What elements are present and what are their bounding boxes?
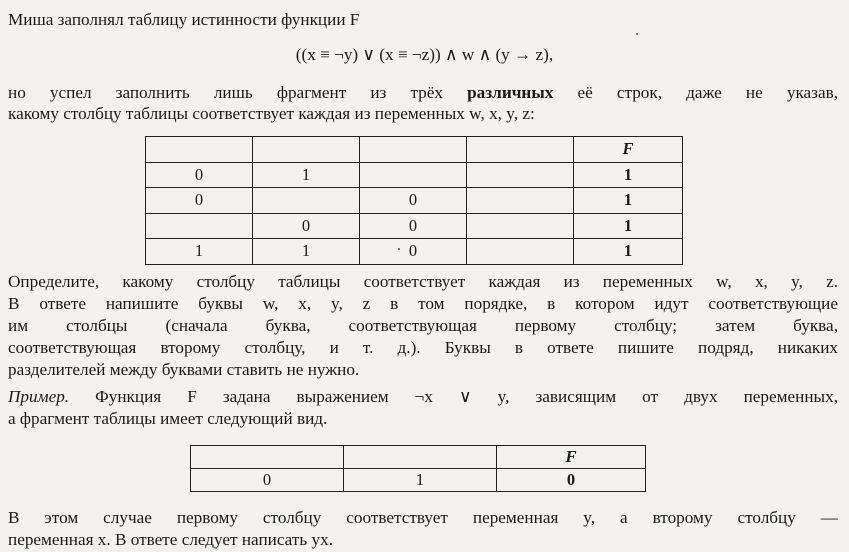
closing-line-1: В этом случае первому столбцу соответствует переменная y, а второму столбцу — xyxy=(8,508,838,527)
table-cell: 1 xyxy=(344,469,497,492)
table-cell: 1 xyxy=(253,239,360,265)
table-header-row xyxy=(191,446,646,469)
table-cell: 0 xyxy=(146,188,253,214)
example-line-2: а фрагмент таблицы имеет следующий вид. xyxy=(8,409,328,428)
table-cell-f: 1 xyxy=(574,188,683,214)
header-cell-f: F xyxy=(497,446,646,469)
table-cell xyxy=(146,213,253,239)
task-line-4: соответствующая второму столбцу, и т. д.). Буквы в ответе пишите подряд, никаких xyxy=(8,338,838,357)
table-cell-f: 1 xyxy=(574,162,683,188)
table-row xyxy=(146,239,683,265)
header-cell xyxy=(146,137,253,163)
table-cell xyxy=(467,188,574,214)
intro-line-1: Миша заполнял таблицу истинности функции F xyxy=(8,10,360,29)
print-speck xyxy=(398,248,400,250)
table-cell-f: 0 xyxy=(497,469,646,492)
header-cell xyxy=(253,137,360,163)
table-cell: 0 xyxy=(360,213,467,239)
header-cell xyxy=(467,137,574,163)
table-cell xyxy=(467,213,574,239)
header-cell xyxy=(360,137,467,163)
intro-line-2-start: но успел заполнить лишь фрагмент из трёх xyxy=(8,83,468,102)
table-row xyxy=(146,162,683,188)
example-line-1 xyxy=(8,386,838,407)
table-cell-f: 1 xyxy=(574,239,683,265)
header-cell xyxy=(344,446,497,469)
header-cell xyxy=(191,446,344,469)
truth-table xyxy=(145,136,683,265)
example-text: Функция F задана выражением ¬x ∨ y, зависящим от двух переменных, xyxy=(69,387,838,406)
table-cell xyxy=(360,162,467,188)
example-table xyxy=(190,445,646,492)
table-cell: 0 xyxy=(360,188,467,214)
table-cell: 1 xyxy=(146,239,253,265)
task-line-3: им столбцы (сначала буква, соответствующая первому столбцу; затем буква, xyxy=(8,316,838,335)
header-cell-f: F xyxy=(574,137,683,163)
example-label: Пример. xyxy=(8,387,70,406)
table-cell xyxy=(467,239,574,265)
print-speck xyxy=(636,33,638,35)
table-row xyxy=(146,213,683,239)
task-line-5: разделителей между буквами ставить не нужно. xyxy=(8,360,360,379)
table-cell-f: 1 xyxy=(574,213,683,239)
table-cell: 0 xyxy=(146,162,253,188)
table-cell: 1 xyxy=(253,162,360,188)
table-row xyxy=(146,188,683,214)
emphasis-different: различных xyxy=(467,83,554,102)
table-cell: 0 xyxy=(191,469,344,492)
intro-line-2 xyxy=(8,82,838,103)
table-row xyxy=(191,469,646,492)
table-cell: 0 xyxy=(253,213,360,239)
table-cell xyxy=(467,162,574,188)
table-cell xyxy=(253,188,360,214)
intro-line-3: какому столбцу таблицы соответствует каждая из переменных w, x, y, z: xyxy=(8,104,535,123)
formula: ((x ≡ ¬y) ∨ (x ≡ ¬z)) ∧ w ∧ (y → z), xyxy=(295,45,554,64)
task-line-1: Определите, какому столбцу таблицы соответствует каждая из переменных w, x, y, z. xyxy=(8,272,838,291)
table-header-row xyxy=(146,137,683,163)
task-line-2: В ответе напишите буквы w, x, y, z в том порядке, в котором идут соответствующие xyxy=(8,294,838,313)
intro-line-2-end: её строк, даже не указав, xyxy=(553,83,839,102)
closing-line-2: переменная x. В ответе следует написать yx. xyxy=(8,530,333,549)
table-cell: 0 xyxy=(360,239,467,265)
